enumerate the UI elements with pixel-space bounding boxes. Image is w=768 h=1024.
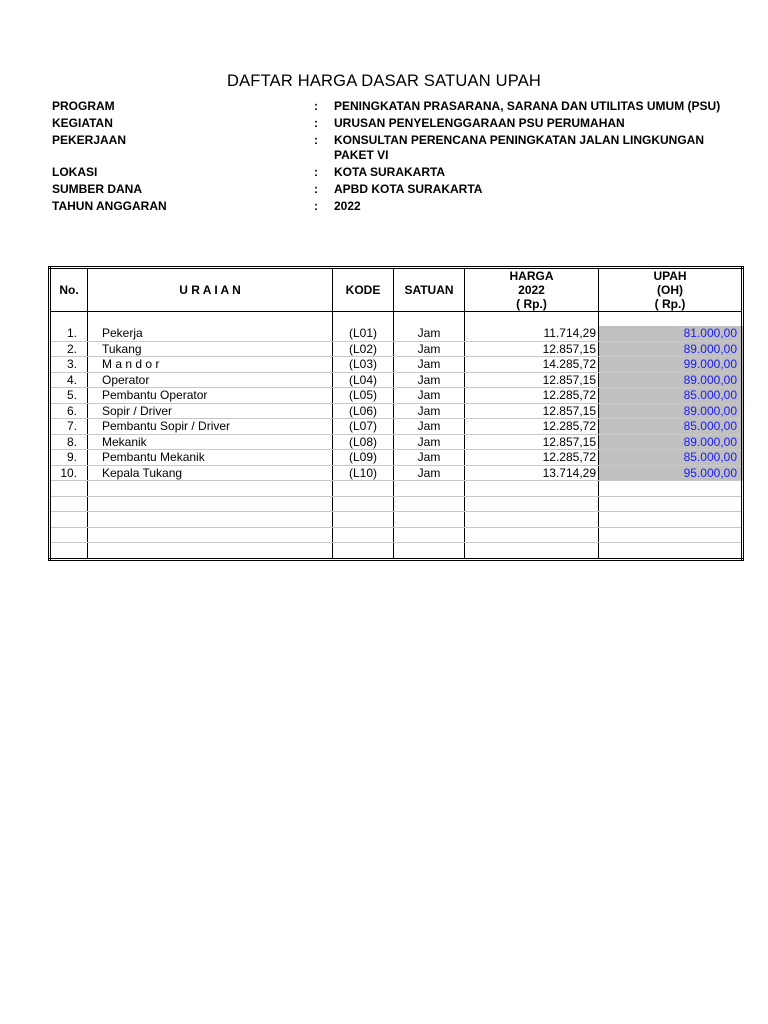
header-upah-line3: ( Rp.) [654,297,686,311]
table-row [50,419,743,435]
info-row [52,165,742,180]
info-value [334,116,742,131]
info-label: SUMBER DANA [52,182,142,196]
info-value-line1: KOTA SURAKARTA [334,165,446,179]
empty-row [50,496,743,512]
cell-kode: (L09) [333,450,394,466]
cell-uraian: Mekanik [88,434,333,450]
info-value [334,165,742,180]
cell-upah: 99.000,00 [599,357,743,373]
spacer-row [50,312,743,327]
header-no: No. [50,268,88,312]
cell-uraian: M a n d o r [88,357,333,373]
info-row [52,133,742,163]
cell-kode: (L10) [333,465,394,481]
cell-uraian: Pembantu Sopir / Driver [88,419,333,435]
header-satuan: SATUAN [394,268,465,312]
table-row [50,434,743,450]
cell-satuan: Jam [394,357,465,373]
cell-harga: 12.857,15 [465,434,599,450]
table-row [50,403,743,419]
info-value [334,133,742,163]
info-value-line1: PENINGKATAN PRASARANA, SARANA DAN UTILITAS UMUM (PSU) [334,99,721,113]
empty-row [50,481,743,497]
cell-upah: 89.000,00 [599,341,743,357]
cell-harga: 11.714,29 [465,326,599,341]
info-label: PEKERJAAN [52,133,127,147]
cell-satuan: Jam [394,450,465,466]
cell-uraian: Pekerja [88,326,333,341]
cell-uraian: Kepala Tukang [88,465,333,481]
info-colon: : [314,182,318,196]
cell-satuan: Jam [394,434,465,450]
header-harga-line1: HARGA [509,269,554,283]
info-colon: : [314,99,318,113]
cell-satuan: Jam [394,341,465,357]
cell-upah: 85.000,00 [599,388,743,404]
table-row [50,450,743,466]
cell-upah: 81.000,00 [599,326,743,341]
empty-row [50,543,743,560]
cell-upah: 89.000,00 [599,434,743,450]
cell-kode: (L03) [333,357,394,373]
page-title: DAFTAR HARGA DASAR SATUAN UPAH [226,72,542,90]
cell-kode: (L07) [333,419,394,435]
info-label: KEGIATAN [52,116,113,130]
info-colon: : [314,116,318,130]
cell-no: 3. [50,357,88,373]
cell-satuan: Jam [394,419,465,435]
cell-kode: (L08) [333,434,394,450]
cell-no: 1. [50,326,88,341]
info-label: LOKASI [52,165,98,179]
empty-row [50,512,743,528]
cell-harga: 12.285,72 [465,419,599,435]
cell-no: 10. [50,465,88,481]
table-row [50,465,743,481]
info-row [52,99,742,114]
cell-harga: 12.857,15 [465,372,599,388]
header-harga [465,268,599,312]
table-row [50,388,743,404]
info-value [334,182,742,197]
cell-uraian: Pembantu Mekanik [88,450,333,466]
cell-no: 2. [50,341,88,357]
info-value-line1: APBD KOTA SURAKARTA [334,182,483,196]
header-upah-line1: UPAH [653,269,687,283]
info-block [52,99,742,216]
cell-no: 7. [50,419,88,435]
cell-no: 5. [50,388,88,404]
info-value [334,99,742,114]
cell-no: 9. [50,450,88,466]
cell-no: 6. [50,403,88,419]
info-label: PROGRAM [52,99,115,113]
info-value [334,199,742,214]
table-row [50,357,743,373]
table-row [50,326,743,341]
cell-satuan: Jam [394,388,465,404]
info-value-line2: PAKET VI [334,148,389,162]
info-row [52,116,742,131]
header-upah-line2: (OH) [657,283,683,297]
cell-uraian: Operator [88,372,333,388]
cell-kode: (L06) [333,403,394,419]
cell-upah: 89.000,00 [599,403,743,419]
header-harga-line2: 2022 [518,283,545,297]
cell-satuan: Jam [394,372,465,388]
info-value-line1: URUSAN PENYELENGGARAAN PSU PERUMAHAN [334,116,625,130]
info-value-line1: KONSULTAN PERENCANA PENINGKATAN JALAN LINGKUNGAN [334,133,704,147]
info-row [52,182,742,197]
cell-uraian: Pembantu Operator [88,388,333,404]
info-colon: : [314,199,318,213]
table-header-row [50,268,743,312]
cell-uraian: Tukang [88,341,333,357]
cell-upah: 85.000,00 [599,450,743,466]
cell-harga: 12.857,15 [465,403,599,419]
cell-harga: 12.285,72 [465,388,599,404]
info-colon: : [314,165,318,179]
info-value-line1: 2022 [334,199,361,213]
header-uraian: U R A I A N [88,268,333,312]
cell-harga: 12.857,15 [465,341,599,357]
cell-kode: (L04) [333,372,394,388]
empty-row [50,527,743,543]
table-row [50,372,743,388]
cell-satuan: Jam [394,403,465,419]
cell-no: 8. [50,434,88,450]
cell-upah: 95.000,00 [599,465,743,481]
cell-satuan: Jam [394,465,465,481]
cell-kode: (L01) [333,326,394,341]
info-label: TAHUN ANGGARAN [52,199,167,213]
info-row [52,199,742,214]
cell-upah: 89.000,00 [599,372,743,388]
header-harga-line3: ( Rp.) [516,297,547,311]
cell-kode: (L05) [333,388,394,404]
cell-satuan: Jam [394,326,465,341]
table-row [50,341,743,357]
cell-harga: 13.714,29 [465,465,599,481]
cell-kode: (L02) [333,341,394,357]
cell-uraian: Sopir / Driver [88,403,333,419]
wage-table [48,266,744,561]
header-upah [599,268,743,312]
cell-harga: 12.285,72 [465,450,599,466]
cell-upah: 85.000,00 [599,419,743,435]
cell-no: 4. [50,372,88,388]
info-colon: : [314,133,318,147]
cell-harga: 14.285,72 [465,357,599,373]
header-kode: KODE [333,268,394,312]
